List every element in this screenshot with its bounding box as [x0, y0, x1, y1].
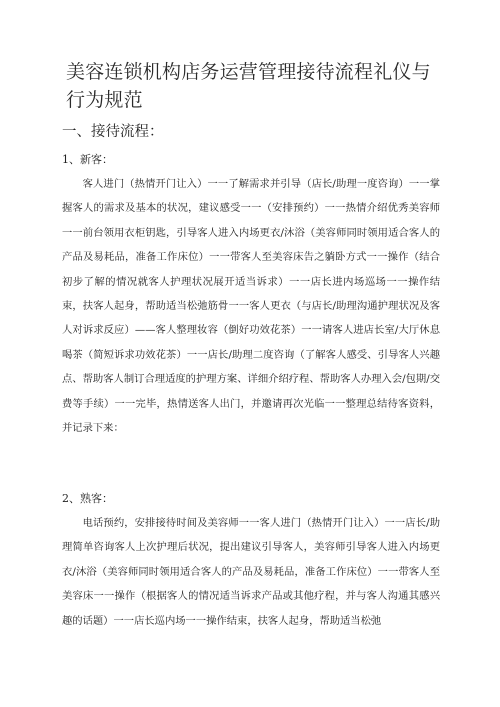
subheading-new-customer: 1、新客： — [62, 153, 113, 166]
paragraph-new-customer-process: 客人进门（热情开门让入）一一了解需求并引导（店长/助理一度咨询）一一掌握客人的需求及基本的状况，建议感受一一（安排预约）一一热情介绍优秀美容师一一前台领用衣柜钥匙，引导客人进入内场更衣/沐浴（美容师同时领用适合客人的产品及易耗品，准备工作床位）一一带客人至美容床告之躺卧方式一一操作（结合初步了解的情况就客人护理状况展开适当诉求）一一店长进内场巡场一一操作结束，扶客人起身，帮助适当松弛筋骨一一客人更衣（与店长/助理沟通护理状况及客人对诉求反应）——客人整理妆容（倒好功效花茶）一一请客人进店长室/大厅休息喝茶（简短诉求功效花茶）一一店长/助理二度咨询（了解客人感受、引导客人兴趣点、帮助客人制订合理适度的护理方案、详细介绍疗程、帮助客人办理入会/包期/交费等手续）一一完毕，热情送客人出门，并邀请再次光临一一整理总结待客资料，并记录下来： — [62, 178, 440, 435]
document-title: 美容连锁机构店务运营管理接待流程礼仪与行为规范 — [66, 61, 431, 111]
paragraph-regular-customer-process: 电话预约，安排接待时间及美容师一一客人进门（热情开门让入）一一店长/助理简单咨询客人上次护理后状况，提出建议引导客人，美容师引导客人进入内场更衣/沐浴（美容师同时领用适合客人的产品及易耗品，准备工作床位）一一带客人至美容床一一操作（根据客人的情况适当诉求产品或其他疗程，并与客人沟通其感兴趣的话题）一一店长巡内场一一操作结束，扶客人起身，帮助适当松弛 — [62, 517, 440, 627]
section-heading-reception-process: 一、接待流程： — [62, 124, 164, 140]
subheading-regular-customer: 2、熟客： — [62, 492, 113, 505]
